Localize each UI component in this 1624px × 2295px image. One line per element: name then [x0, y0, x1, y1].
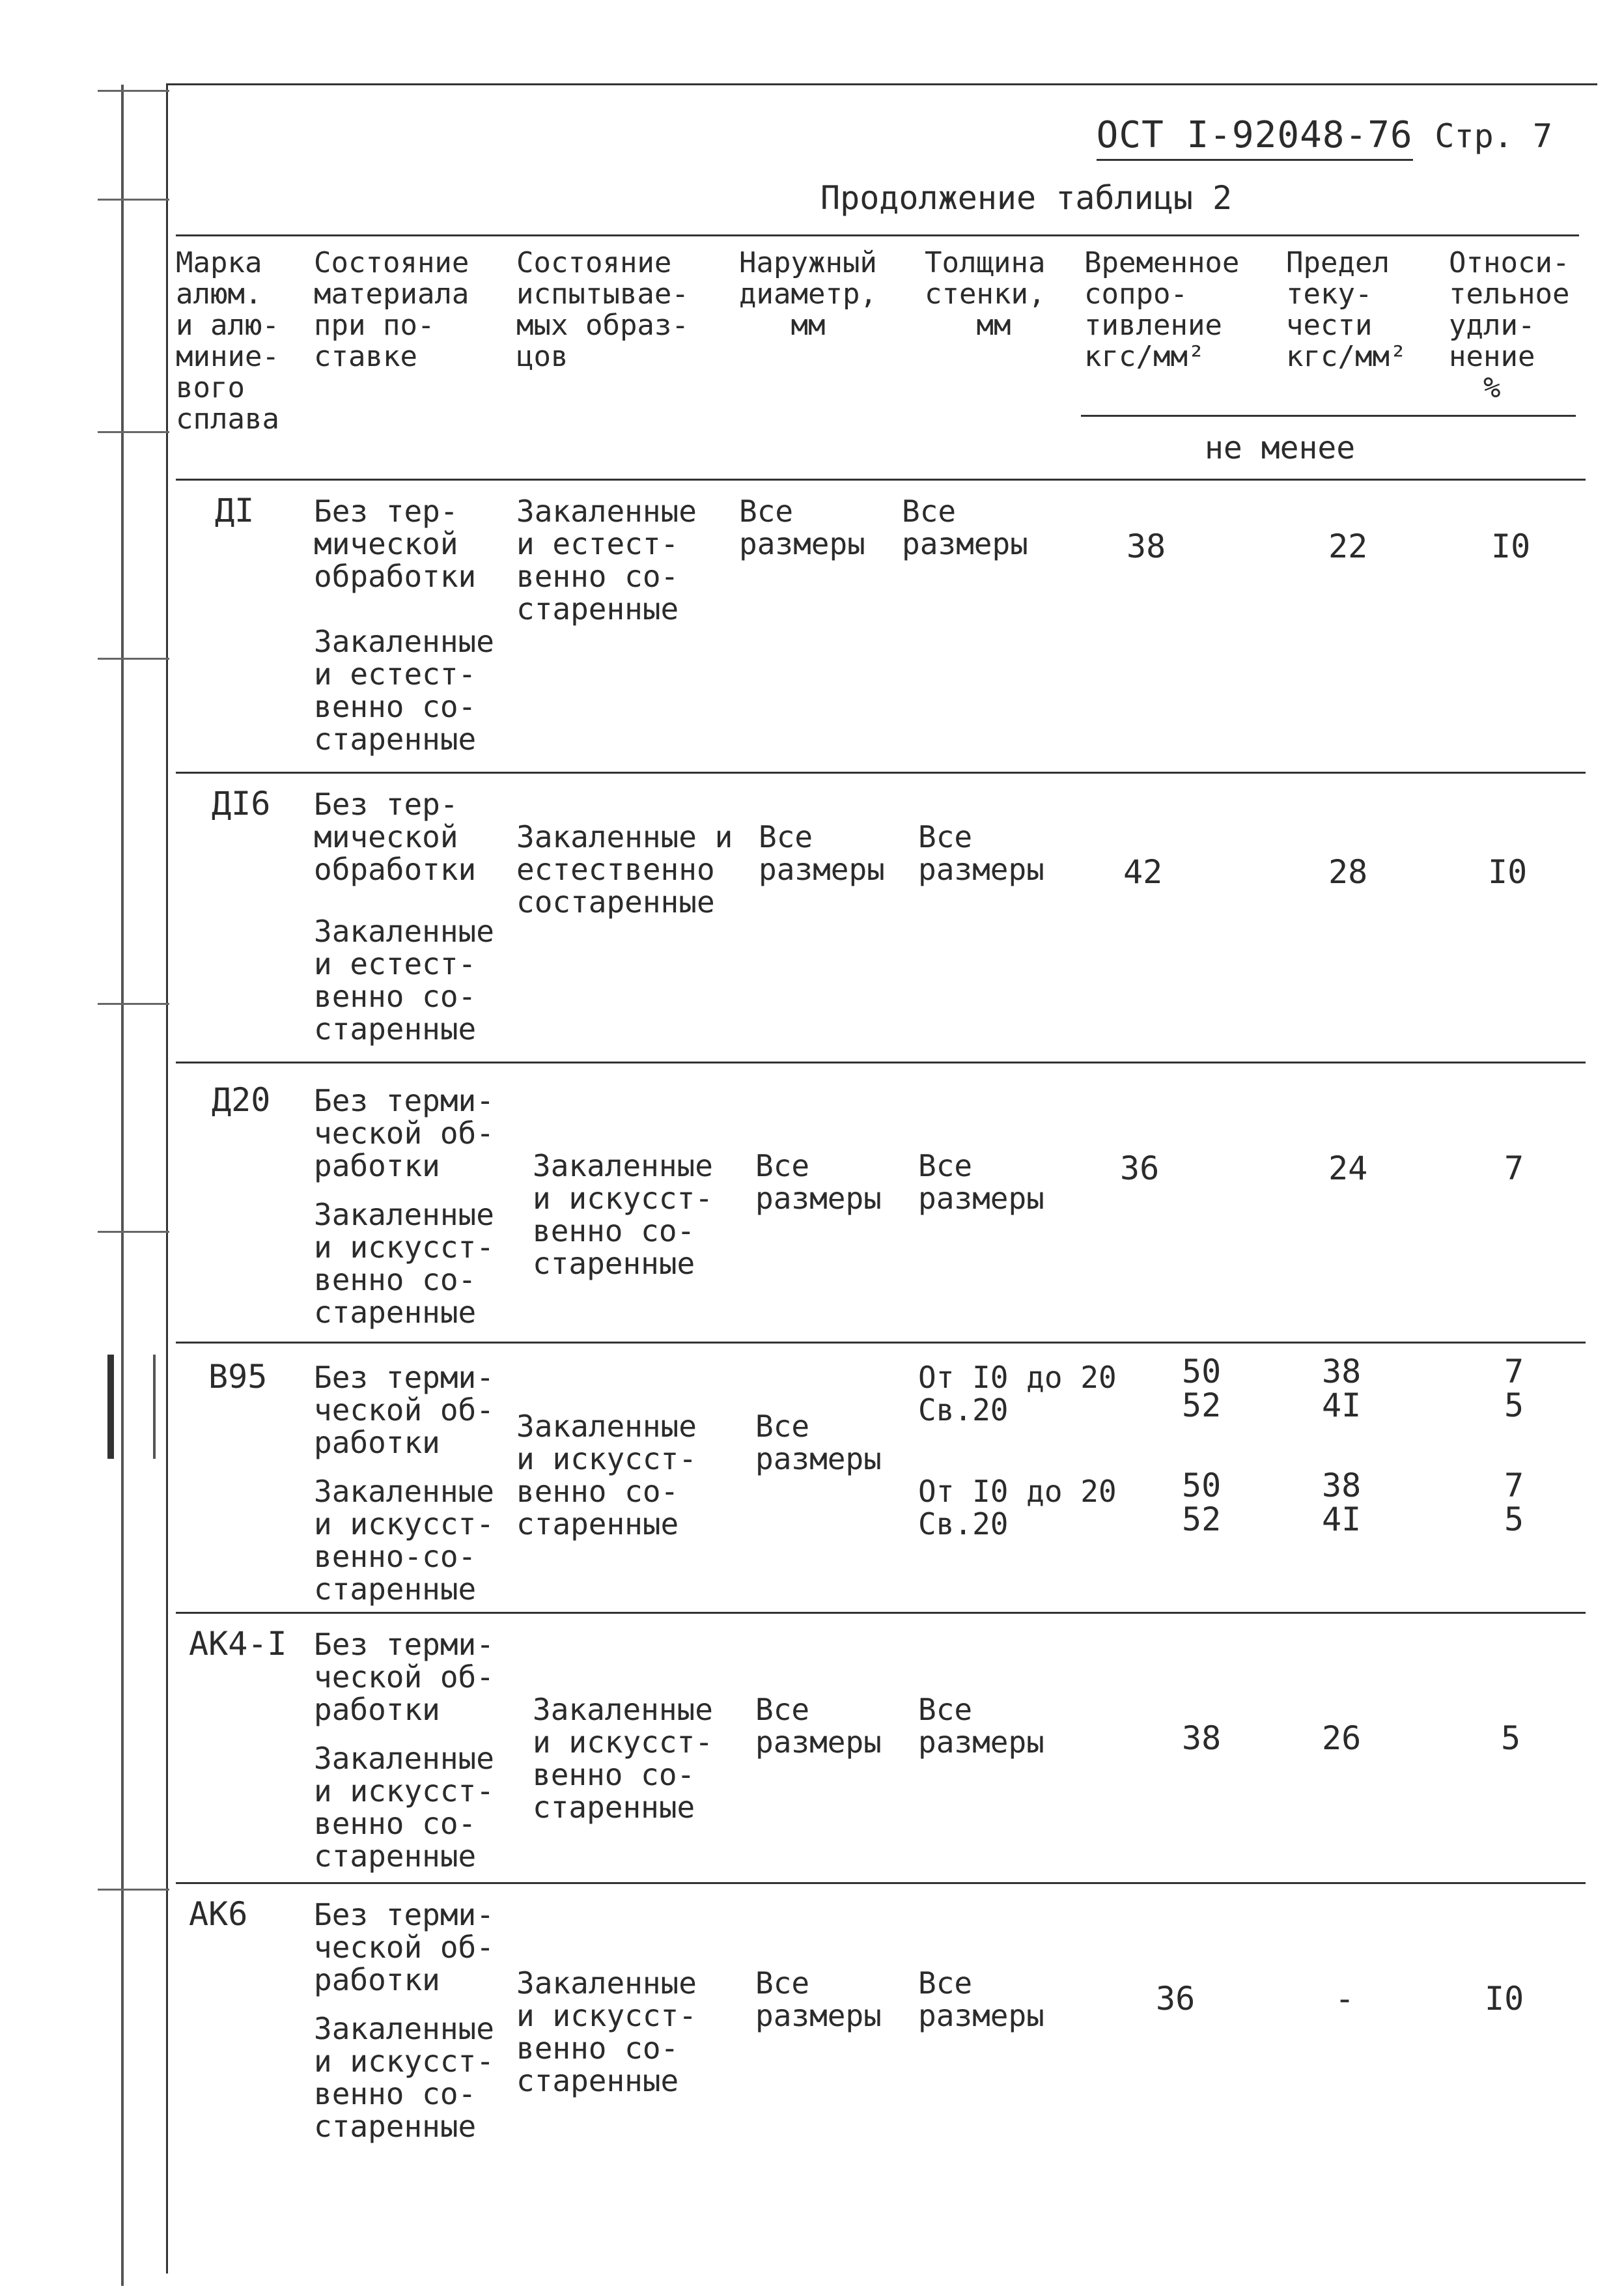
row-wall: Все размеры	[902, 494, 1028, 561]
row-supply-state: Без терми- ческой об- работки	[314, 1083, 494, 1183]
row-diameter: Все размеры	[755, 1965, 882, 2033]
binding-tick	[98, 431, 169, 433]
row-wall: Все размеры	[918, 1692, 1044, 1760]
row-elongation: 7 5	[1504, 1467, 1524, 1538]
row-divider	[176, 1882, 1586, 1884]
row-wall: От I0 до 20 Св.20	[918, 1360, 1117, 1428]
row-tensile: 36	[1156, 1980, 1196, 2018]
row-supply-state: Закаленные и искусст- венно со- старенные	[314, 2011, 494, 2144]
doc-code: ОСТ I-92048-76	[1097, 114, 1413, 161]
row-yield: 26	[1322, 1719, 1362, 1757]
row-tested-state: Закаленные и искусст- венно со- старенные	[533, 1692, 713, 1825]
column-header-tested-state: Состояние испытывае- мых образ- цов	[516, 246, 689, 373]
row-grade: ДI	[215, 492, 255, 529]
row-tensile: 50 52	[1182, 1353, 1222, 1424]
row-diameter: Все размеры	[755, 1148, 882, 1216]
row-elongation: I0	[1491, 528, 1531, 565]
header-bottom-rule	[176, 479, 1586, 481]
column-header-yield: Предел теку- чести кгс/мм²	[1286, 246, 1407, 373]
column-header-elongation: Относи- тельное удли- нение %	[1449, 246, 1570, 404]
binding-tick	[98, 658, 169, 660]
binding-tick	[98, 1003, 169, 1005]
row-tested-state: Закаленные и искусст- венно со- старенные	[533, 1148, 713, 1281]
row-yield: 38 4I	[1322, 1353, 1362, 1424]
row-tensile: 38	[1182, 1719, 1222, 1757]
table-top-rule	[176, 234, 1579, 236]
row-grade: В95	[208, 1358, 268, 1396]
row-divider	[176, 772, 1586, 774]
row-yield: 22	[1328, 528, 1368, 565]
binding-tick	[98, 199, 169, 201]
row-elongation: 7	[1504, 1149, 1524, 1187]
row-wall: Все размеры	[918, 1148, 1044, 1216]
row-divider	[176, 1342, 1586, 1344]
row-grade: АК4-I	[189, 1625, 287, 1663]
row-tensile: 50 52	[1182, 1467, 1222, 1538]
binding-tick	[98, 1231, 169, 1233]
doc-header	[1097, 114, 1552, 156]
row-tensile: 36	[1120, 1149, 1160, 1187]
row-yield: 28	[1328, 853, 1368, 891]
row-elongation: I0	[1485, 1980, 1524, 2018]
row-diameter: Все размеры	[739, 494, 865, 561]
row-supply-state: Закаленные и естест- венно со- старенные	[314, 914, 494, 1047]
row-wall: Все размеры	[918, 1965, 1044, 2033]
row-diameter: Все размеры	[755, 1692, 882, 1760]
row-tested-state: Закаленные и искусст- венно со- старенные	[516, 1409, 697, 1542]
column-header-wall: Толщина стенки, мм	[925, 246, 1046, 342]
binding-stamp	[107, 1355, 156, 1459]
row-divider	[176, 1612, 1586, 1614]
row-tested-state: Закаленные и естест- венно со- старенные	[516, 494, 697, 627]
table-caption: Продолжение таблицы 2	[820, 179, 1233, 217]
column-header-supply-state: Состояние материала при по- ставке	[314, 246, 469, 373]
row-tested-state: Закаленные и естественно состаренные	[516, 819, 733, 920]
row-diameter: Все размеры	[755, 1409, 882, 1476]
subheader-min: не менее	[1205, 430, 1356, 466]
row-grade: ДI6	[212, 785, 271, 823]
row-supply-state: Без терми- ческой об- работки	[314, 1627, 494, 1727]
binding-tick	[98, 1889, 169, 1891]
row-elongation: I0	[1488, 853, 1528, 891]
row-wall: От I0 до 20 Св.20	[918, 1474, 1117, 1542]
column-header-tensile: Временное сопро- тивление кгс/мм²	[1084, 246, 1240, 373]
subheader-rule	[1081, 415, 1576, 417]
row-supply-state: Без терми- ческой об- работки	[314, 1360, 494, 1460]
row-yield: 24	[1328, 1149, 1368, 1187]
row-supply-state: Закаленные и искусст- венно со- старенные	[314, 1197, 494, 1330]
row-grade: АК6	[189, 1895, 248, 1933]
row-elongation: 7 5	[1504, 1353, 1524, 1424]
row-yield: 38 4I	[1322, 1467, 1362, 1538]
row-divider	[176, 1062, 1586, 1063]
row-supply-state: Без тер- мической обработки	[314, 494, 477, 594]
row-supply-state: Закаленные и искусст- венно со- старенные	[314, 1741, 494, 1874]
row-tensile: 38	[1127, 528, 1166, 565]
row-supply-state: Без тер- мической обработки	[314, 787, 477, 887]
row-diameter: Все размеры	[759, 819, 885, 887]
binding-line	[121, 85, 128, 2286]
column-header-diameter: Наружный диаметр, мм	[739, 246, 877, 342]
row-elongation: 5	[1501, 1719, 1521, 1757]
row-tensile: 42	[1123, 853, 1163, 891]
row-yield: -	[1335, 1980, 1355, 2018]
row-supply-state: Без терми- ческой об- работки	[314, 1897, 494, 1997]
row-grade: Д20	[212, 1081, 271, 1119]
page-number: Стр. 7	[1435, 117, 1552, 155]
row-supply-state: Закаленные и естест- венно со- старенные	[314, 624, 494, 757]
row-supply-state: Закаленные и искусст- венно-со- старенные	[314, 1474, 494, 1607]
row-wall: Все размеры	[918, 819, 1044, 887]
column-header-grade: Марка алюм. и алю- миние- вого сплава	[176, 246, 279, 436]
binding-tick	[98, 90, 169, 92]
row-tested-state: Закаленные и искусст- венно со- старенные	[516, 1965, 697, 2098]
